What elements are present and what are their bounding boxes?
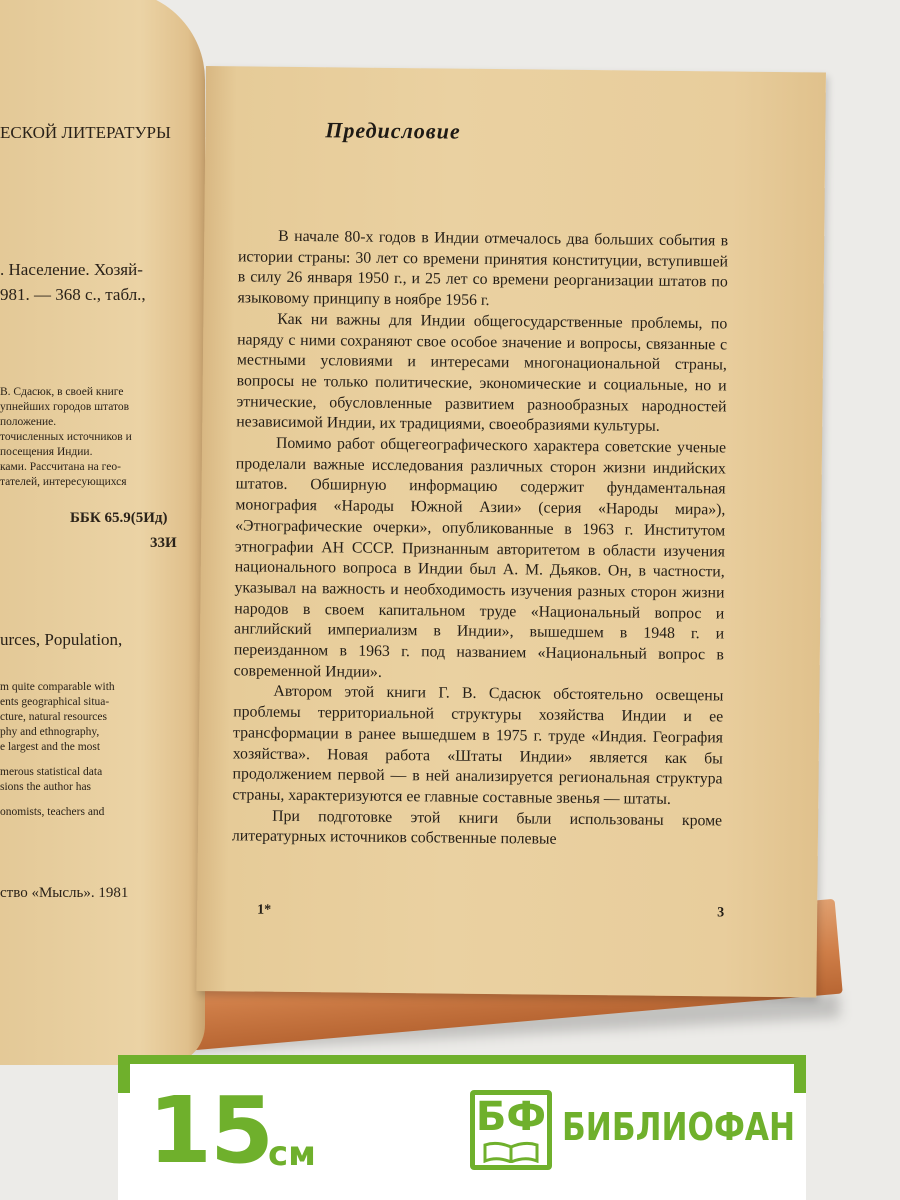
left-page-line: e largest and the most bbox=[0, 741, 101, 753]
preface-body bbox=[232, 226, 728, 852]
left-page-line: тателей, интересующихся bbox=[0, 476, 127, 488]
left-page-line: посещения Индии. bbox=[0, 446, 93, 458]
left-page-line: onomists, teachers and bbox=[0, 806, 105, 818]
brand-name: БИБЛИОФАН bbox=[562, 1105, 796, 1149]
left-page-line: В. Сдасюк, в своей книге bbox=[0, 386, 124, 398]
signature-mark: 1* bbox=[257, 902, 272, 918]
page-number: 3 bbox=[717, 905, 725, 921]
left-page-line: sions the author has bbox=[0, 781, 92, 793]
left-page-line: ents geographical situa- bbox=[0, 696, 110, 708]
paragraph: Автором этой книги Г. В. Сдасюк обстоятельно освещены проблемы территориальной структуры хозяйства Индии и ее трансформации в ранее вышедшем в 1975 г. труде «Индия. География хозяйства». Новая работа «Штаты Индии» является как бы продолжением первой — в ней анализируется региональная структура страны, характеризуются ее главные составные звенья — штаты. bbox=[232, 683, 724, 808]
left-page-line: точисленных источников и bbox=[0, 431, 132, 443]
open-book-icon bbox=[483, 1141, 539, 1163]
left-page-line: phy and ethnography, bbox=[0, 726, 100, 738]
left-page-line: упнейших городов штатов bbox=[0, 401, 130, 413]
left-page-line: ство «Мысль». 1981 bbox=[0, 885, 129, 901]
left-page-line: . Население. Хозяй- bbox=[0, 260, 143, 279]
left-page-line: m quite comparable with bbox=[0, 681, 115, 693]
left-page-line: положение. bbox=[0, 416, 57, 428]
left-page-line: ЕСКОЙ ЛИТЕРАТУРЫ bbox=[0, 123, 171, 142]
paragraph: Как ни важны для Индии общегосударственные проблемы, по наряду с ними сохраняют свое особое значение и вопросы, связанные с местными условиями и интересами многонациональной страны, вопросы не только политические, экономические и социальные, но и этнические, обусловленные развитием разнообразных народностей независимой Индии, их традициями, своеобразиями культуры. bbox=[236, 310, 728, 436]
brand-logo bbox=[470, 1090, 552, 1170]
left-page bbox=[0, 0, 205, 1065]
left-page-line: ками. Рассчитана на гео- bbox=[0, 461, 121, 473]
paragraph: Помимо работ общегеографического характера советские ученые проделали важные исследования различных сторон жизни индийских штатов. Обширную информацию содержит фундаментальная монография «Народы Южной Азии» (серия «Народы мира»), «Этнографические очерки», опубликованные в 1963 г. Институтом этнографии АН СССР. Признанным авторитетом в области изучения национального вопроса в Индии был А. М. Дьяков. Он, в частности, указывал на важность и необходимость изучения разных сторон жизни народов в своем капитальном труде «Национальный вопрос и английский империализм в Индии», вышедшем в 1948 г. и переизданном в 1963 г. под названием «Национальный вопрос в современной Индии». bbox=[233, 434, 727, 681]
paragraph: В начале 80-х годов в Индии отмечалось два больших события в истории страны: 30 лет со времени принятия конституции, вступившей в силу 26 января 1950 г., и 25 лет со времени реорганизации штатов по языковому принципу в ноябре 1956 г. bbox=[237, 227, 729, 310]
right-page bbox=[196, 66, 826, 997]
page-heading: Предисловие bbox=[325, 117, 461, 144]
left-page-line: urces, Population, bbox=[0, 630, 123, 649]
left-page-line: cture, natural resources bbox=[0, 711, 107, 723]
logo-letters: БФ bbox=[475, 1094, 547, 1140]
ruler-size-unit: см bbox=[268, 1134, 316, 1174]
paragraph: При подготовке этой книги были использованы кроме литературных источников собственные полевые bbox=[231, 807, 723, 849]
ruler-size-number: 15 bbox=[148, 1077, 273, 1184]
left-page-line: ББК 65.9(5Ид) bbox=[70, 510, 168, 526]
left-page-line: 33И bbox=[150, 535, 177, 551]
left-page-line: merous statistical data bbox=[0, 766, 103, 778]
left-page-line: 981. — 368 с., табл., bbox=[0, 285, 146, 304]
